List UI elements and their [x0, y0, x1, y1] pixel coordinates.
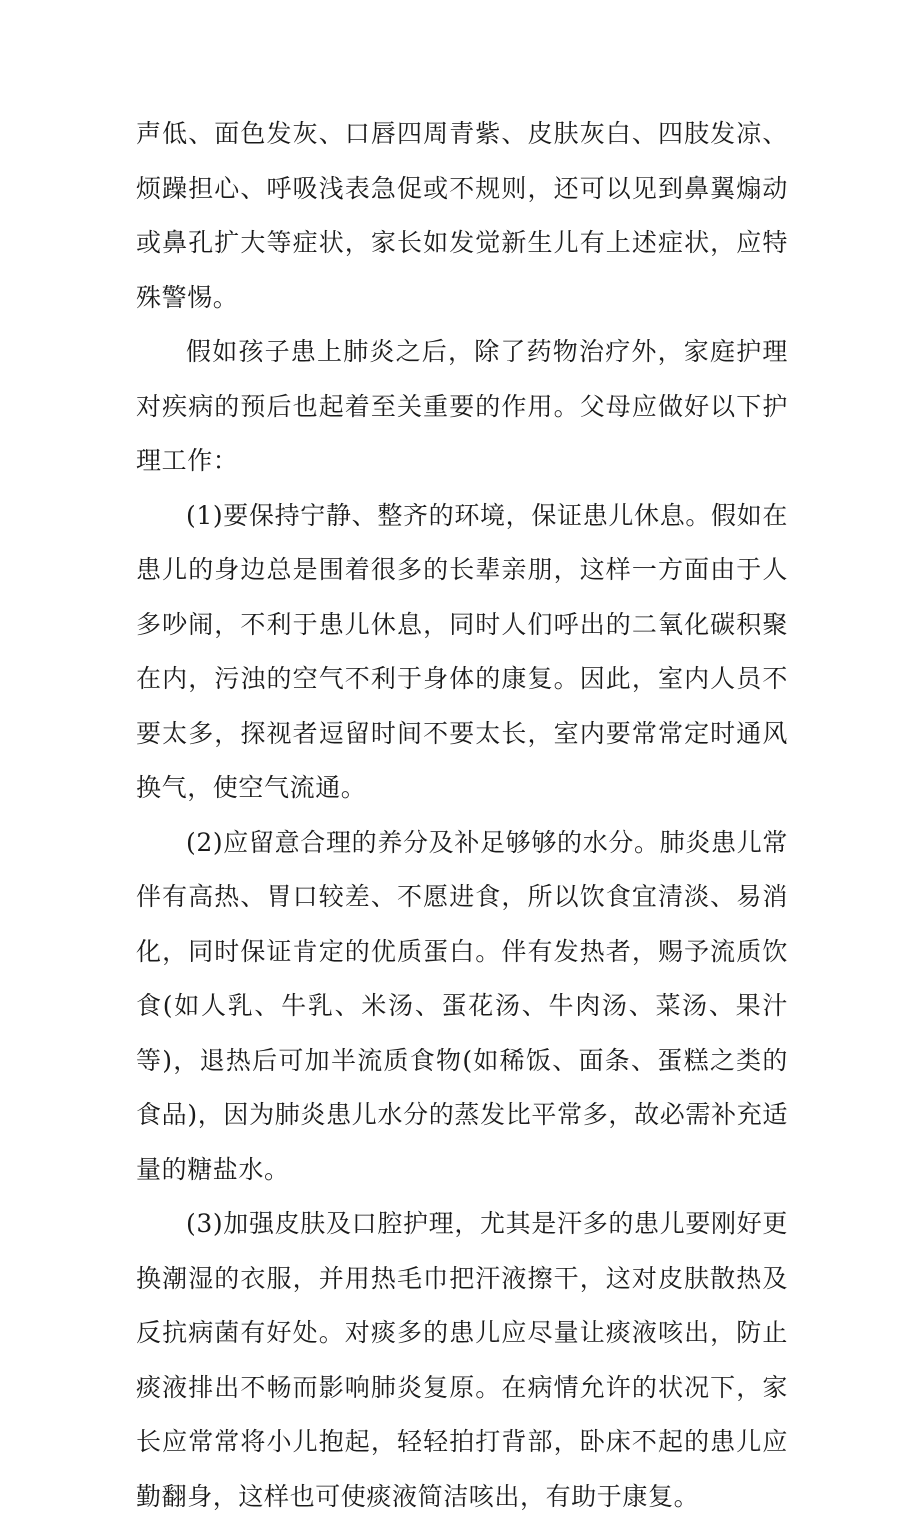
paragraph-care-item-1: (1)要保持宁静、整齐的环境，保证患儿休息。假如在患儿的身边总是围着很多的长辈亲朋，这样一方面由于人多吵闹，不利于患儿休息，同时人们呼出的二氧化碳积聚在内，污浊的空气不利于身体的康复。因此，室内人员不要太多，探视者逗留时间不要太长，室内要常常定时通风换气，使空气流通。 — [136, 500, 788, 802]
paragraph-care-item-3: (3)加强皮肤及口腔护理，尤其是汗多的患儿要刚好更换潮湿的衣服，并用热毛巾把汗液擦干，这对皮肤散热及反抗病菌有好处。对痰多的患儿应尽量让痰液咳出，防止痰液排出不畅而影响肺炎复原。在病情允许的状况下，家长应常常将小儿抱起，轻轻拍打背部，卧床不起的患儿应勤翻身，这样也可使痰液简洁咳出，有助于康复。 — [136, 1209, 788, 1511]
paragraph-care-item-2: (2)应留意合理的养分及补足够够的水分。肺炎患儿常伴有高热、胃口较差、不愿进食，所以饮食宜清淡、易消化，同时保证肯定的优质蛋白。伴有发热者，赐予流质饮食(如人乳、牛乳、米汤、蛋花汤、牛肉汤、菜汤、果汁等)，退热后可加半流质食物(如稀饭、面条、蛋糕之类的食品)，因为肺炎患儿水分的蒸发比平常多，故必需补充适量的糖盐水。 — [136, 827, 788, 1184]
paragraph-symptoms-continued: 声低、面色发灰、口唇四周青紫、皮肤灰白、四肢发凉、烦躁担心、呼吸浅表急促或不规则，还可以见到鼻翼煽动或鼻孔扩大等症状，家长如发觉新生儿有上述症状，应特殊警惕。 — [136, 119, 788, 312]
document-body — [136, 107, 788, 1524]
paragraph-home-care-intro: 假如孩子患上肺炎之后，除了药物治疗外，家庭护理对疾病的预后也起着至关重要的作用。父母应做好以下护理工作： — [136, 337, 788, 475]
